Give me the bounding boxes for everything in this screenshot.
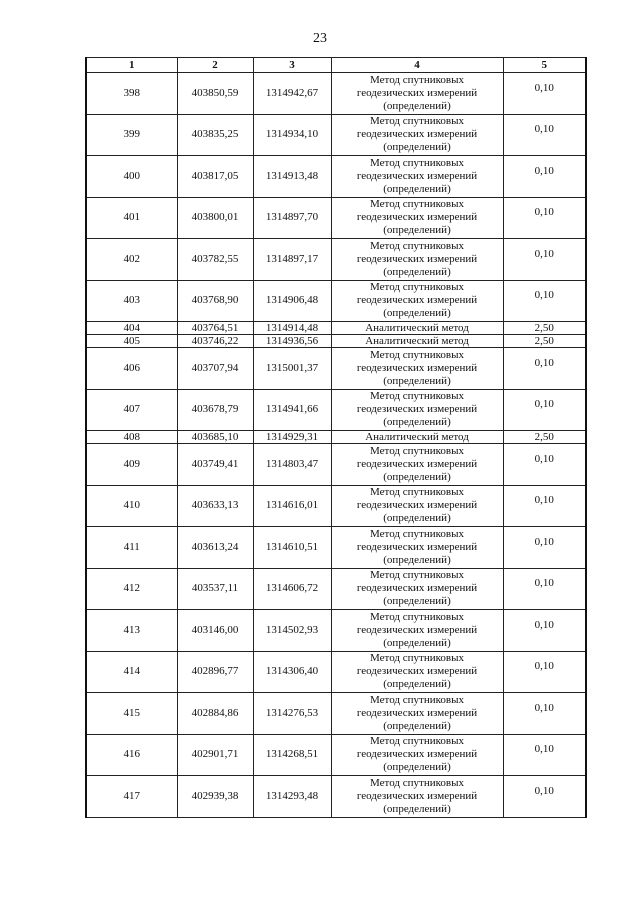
accuracy-cell — [503, 568, 586, 610]
method-line: Метод спутниковых — [370, 390, 464, 403]
method-cell — [331, 610, 503, 652]
point-number-cell: 416 — [86, 734, 177, 776]
accuracy-cell — [503, 693, 586, 735]
method-line: (определений) — [383, 265, 451, 278]
x-coordinate-cell: 403146,00 — [177, 610, 253, 652]
method-cell — [331, 651, 503, 693]
method-line: (определений) — [383, 141, 451, 154]
method-line: Аналитический метод — [365, 431, 469, 443]
method-cell — [331, 444, 503, 486]
accuracy-cell — [503, 280, 586, 322]
column-header-3: 3 — [253, 58, 331, 73]
point-number-cell: 399 — [86, 114, 177, 156]
point-number-cell: 414 — [86, 651, 177, 693]
method-cell — [331, 114, 503, 156]
y-coordinate-cell: 1314606,72 — [253, 568, 331, 610]
y-coordinate-cell: 1314502,93 — [253, 610, 331, 652]
method-line: Метод спутниковых — [370, 527, 464, 540]
x-coordinate-cell: 403707,94 — [177, 348, 253, 390]
accuracy-cell — [503, 322, 586, 335]
accuracy-value: 0,10 — [534, 123, 554, 136]
method-cell — [331, 322, 503, 335]
accuracy-value: 0,10 — [534, 398, 554, 411]
method-line: Аналитический метод — [365, 322, 469, 334]
x-coordinate-cell: 403817,05 — [177, 156, 253, 198]
x-coordinate-cell: 403685,10 — [177, 431, 253, 444]
method-line: Метод спутниковых — [370, 115, 464, 128]
method-line: геодезических измерений — [356, 499, 478, 512]
x-coordinate-cell: 403537,11 — [177, 568, 253, 610]
method-line: Метод спутниковых — [370, 693, 464, 706]
method-line: (определений) — [383, 224, 451, 237]
y-coordinate-cell: 1314610,51 — [253, 527, 331, 569]
table-row — [86, 114, 586, 156]
y-coordinate-cell: 1314942,67 — [253, 73, 331, 115]
method-cell — [331, 776, 503, 818]
y-coordinate-cell: 1314906,48 — [253, 280, 331, 322]
method-line: геодезических измерений — [356, 403, 478, 416]
accuracy-cell — [503, 734, 586, 776]
table-row — [86, 156, 586, 198]
method-line: геодезических измерений — [356, 706, 478, 719]
accuracy-cell — [503, 651, 586, 693]
accuracy-cell — [503, 444, 586, 486]
method-line: геодезических измерений — [356, 128, 478, 141]
y-coordinate-cell: 1314616,01 — [253, 485, 331, 527]
column-header-2: 2 — [177, 58, 253, 73]
point-number-cell: 400 — [86, 156, 177, 198]
header-row — [86, 58, 586, 73]
method-line: (определений) — [383, 374, 451, 387]
x-coordinate-cell: 403835,25 — [177, 114, 253, 156]
x-coordinate-cell: 403800,01 — [177, 197, 253, 239]
method-line: Аналитический метод — [365, 335, 469, 347]
method-line: (определений) — [383, 553, 451, 566]
x-coordinate-cell: 403768,90 — [177, 280, 253, 322]
table-body — [86, 73, 586, 818]
accuracy-value: 0,10 — [534, 494, 554, 507]
x-coordinate-cell: 402939,38 — [177, 776, 253, 818]
method-line: (определений) — [383, 182, 451, 195]
accuracy-value: 0,10 — [534, 743, 554, 756]
accuracy-cell — [503, 114, 586, 156]
accuracy-value: 0,10 — [534, 784, 554, 797]
accuracy-value: 0,10 — [534, 535, 554, 548]
point-number-cell: 410 — [86, 485, 177, 527]
accuracy-value: 0,10 — [534, 701, 554, 714]
method-line: (определений) — [383, 470, 451, 483]
method-cell — [331, 239, 503, 281]
point-number-cell: 402 — [86, 239, 177, 281]
point-number-cell: 408 — [86, 431, 177, 444]
y-coordinate-cell: 1314913,48 — [253, 156, 331, 198]
method-line: геодезических измерений — [356, 361, 478, 374]
method-line: Метод спутниковых — [370, 652, 464, 665]
table-row — [86, 389, 586, 431]
method-cell — [331, 431, 503, 444]
accuracy-value: 0,10 — [534, 577, 554, 590]
table-row — [86, 776, 586, 818]
y-coordinate-cell: 1314941,66 — [253, 389, 331, 431]
table-row — [86, 73, 586, 115]
x-coordinate-cell: 403782,55 — [177, 239, 253, 281]
method-cell — [331, 73, 503, 115]
method-line: (определений) — [383, 512, 451, 525]
method-line: геодезических измерений — [356, 789, 478, 802]
x-coordinate-cell: 403746,22 — [177, 335, 253, 348]
table-row — [86, 280, 586, 322]
point-number-cell: 417 — [86, 776, 177, 818]
table-row — [86, 610, 586, 652]
table-row — [86, 693, 586, 735]
coordinates-table — [85, 57, 587, 818]
method-line: (определений) — [383, 678, 451, 691]
method-line: геодезических измерений — [356, 582, 478, 595]
method-line: Метод спутниковых — [370, 444, 464, 457]
method-cell — [331, 527, 503, 569]
point-number-cell: 415 — [86, 693, 177, 735]
method-cell — [331, 156, 503, 198]
method-line: (определений) — [383, 416, 451, 429]
accuracy-value: 0,10 — [534, 452, 554, 465]
method-cell — [331, 389, 503, 431]
point-number-cell: 411 — [86, 527, 177, 569]
method-line: геодезических измерений — [356, 211, 478, 224]
method-line: геодезических измерений — [356, 294, 478, 307]
method-cell — [331, 568, 503, 610]
x-coordinate-cell: 402884,86 — [177, 693, 253, 735]
column-header-5: 5 — [503, 58, 586, 73]
y-coordinate-cell: 1314897,17 — [253, 239, 331, 281]
table-row — [86, 348, 586, 390]
method-line: геодезических измерений — [356, 252, 478, 265]
table-row — [86, 322, 586, 335]
page-number: 23 — [313, 31, 327, 46]
method-cell — [331, 734, 503, 776]
accuracy-value: 0,10 — [534, 618, 554, 631]
method-cell — [331, 693, 503, 735]
x-coordinate-cell: 403764,51 — [177, 322, 253, 335]
method-line: Метод спутниковых — [370, 156, 464, 169]
method-line: Метод спутниковых — [370, 486, 464, 499]
table-row — [86, 239, 586, 281]
method-line: Метод спутниковых — [370, 569, 464, 582]
accuracy-value: 0,10 — [534, 81, 554, 94]
table-header — [86, 58, 586, 73]
table-row — [86, 444, 586, 486]
accuracy-cell — [503, 776, 586, 818]
y-coordinate-cell: 1314929,31 — [253, 431, 331, 444]
point-number-cell: 403 — [86, 280, 177, 322]
accuracy-value: 0,10 — [534, 660, 554, 673]
table-row — [86, 734, 586, 776]
column-header-4: 4 — [331, 58, 503, 73]
method-line: Метод спутниковых — [370, 610, 464, 623]
y-coordinate-cell: 1314268,51 — [253, 734, 331, 776]
table-row — [86, 335, 586, 348]
x-coordinate-cell: 402896,77 — [177, 651, 253, 693]
method-line: (определений) — [383, 802, 451, 815]
method-line: (определений) — [383, 636, 451, 649]
accuracy-value: 0,10 — [534, 356, 554, 369]
point-number-cell: 406 — [86, 348, 177, 390]
method-line: Метод спутниковых — [370, 735, 464, 748]
method-line: геодезических измерений — [356, 540, 478, 553]
method-line: Метод спутниковых — [370, 776, 464, 789]
accuracy-value: 2,50 — [534, 322, 554, 334]
x-coordinate-cell: 403613,24 — [177, 527, 253, 569]
table-row — [86, 568, 586, 610]
accuracy-cell — [503, 485, 586, 527]
accuracy-cell — [503, 73, 586, 115]
method-line: Метод спутниковых — [370, 198, 464, 211]
point-number-cell: 401 — [86, 197, 177, 239]
method-line: Метод спутниковых — [370, 73, 464, 86]
point-number-cell: 413 — [86, 610, 177, 652]
point-number-cell: 407 — [86, 389, 177, 431]
method-cell — [331, 348, 503, 390]
point-number-cell: 409 — [86, 444, 177, 486]
accuracy-value: 0,10 — [534, 206, 554, 219]
point-number-cell: 404 — [86, 322, 177, 335]
accuracy-cell — [503, 156, 586, 198]
method-line: (определений) — [383, 595, 451, 608]
point-number-cell: 412 — [86, 568, 177, 610]
y-coordinate-cell: 1314306,40 — [253, 651, 331, 693]
accuracy-cell — [503, 431, 586, 444]
y-coordinate-cell: 1314936,56 — [253, 335, 331, 348]
method-line: геодезических измерений — [356, 86, 478, 99]
accuracy-value: 2,50 — [534, 431, 554, 443]
method-cell — [331, 197, 503, 239]
method-line: Метод спутниковых — [370, 348, 464, 361]
accuracy-value: 2,50 — [534, 335, 554, 347]
x-coordinate-cell: 403633,13 — [177, 485, 253, 527]
y-coordinate-cell: 1314914,48 — [253, 322, 331, 335]
method-cell — [331, 335, 503, 348]
method-line: геодезических измерений — [356, 169, 478, 182]
method-line: (определений) — [383, 719, 451, 732]
x-coordinate-cell: 403678,79 — [177, 389, 253, 431]
table-row — [86, 431, 586, 444]
method-line: геодезических измерений — [356, 665, 478, 678]
method-line: (определений) — [383, 307, 451, 320]
method-line: геодезических измерений — [356, 748, 478, 761]
accuracy-cell — [503, 610, 586, 652]
accuracy-cell — [503, 239, 586, 281]
accuracy-value: 0,10 — [534, 289, 554, 302]
accuracy-cell — [503, 389, 586, 431]
y-coordinate-cell: 1315001,37 — [253, 348, 331, 390]
method-cell — [331, 485, 503, 527]
table-row — [86, 197, 586, 239]
table-row — [86, 485, 586, 527]
method-cell — [331, 280, 503, 322]
method-line: геодезических измерений — [356, 457, 478, 470]
point-number-cell: 398 — [86, 73, 177, 115]
y-coordinate-cell: 1314934,10 — [253, 114, 331, 156]
accuracy-value: 0,10 — [534, 164, 554, 177]
y-coordinate-cell: 1314897,70 — [253, 197, 331, 239]
y-coordinate-cell: 1314803,47 — [253, 444, 331, 486]
method-line: (определений) — [383, 761, 451, 774]
accuracy-cell — [503, 197, 586, 239]
accuracy-cell — [503, 335, 586, 348]
column-header-1: 1 — [86, 58, 177, 73]
x-coordinate-cell: 402901,71 — [177, 734, 253, 776]
table-row — [86, 527, 586, 569]
x-coordinate-cell: 403850,59 — [177, 73, 253, 115]
x-coordinate-cell: 403749,41 — [177, 444, 253, 486]
accuracy-cell — [503, 348, 586, 390]
method-line: Метод спутниковых — [370, 239, 464, 252]
point-number-cell: 405 — [86, 335, 177, 348]
table-row — [86, 651, 586, 693]
method-line: Метод спутниковых — [370, 281, 464, 294]
y-coordinate-cell: 1314293,48 — [253, 776, 331, 818]
y-coordinate-cell: 1314276,53 — [253, 693, 331, 735]
accuracy-cell — [503, 527, 586, 569]
accuracy-value: 0,10 — [534, 247, 554, 260]
method-line: геодезических измерений — [356, 623, 478, 636]
method-line: (определений) — [383, 99, 451, 112]
